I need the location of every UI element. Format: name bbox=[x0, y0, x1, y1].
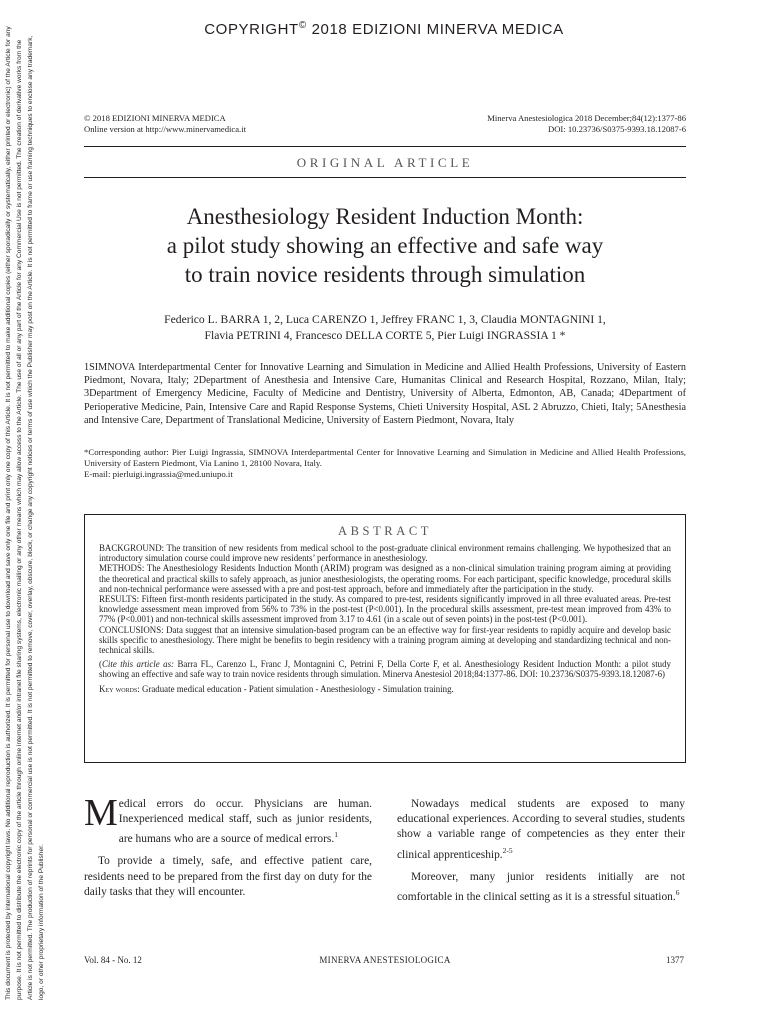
copyright-banner bbox=[0, 20, 768, 38]
header-copyright: © 2018 EDIZIONI MINERVA MEDICA bbox=[84, 113, 226, 123]
article-type-rule bbox=[84, 177, 686, 178]
copyright-publisher: 2018 EDIZIONI MINERVA MEDICA bbox=[311, 21, 564, 38]
body-right-p1-text: Nowadays medical students are exposed to many educational experiences. According to several studies, students show a variable range of competencies as they enter their clinical apprenticeship. bbox=[397, 798, 685, 861]
author-list bbox=[84, 312, 686, 344]
abstract-conclusions: CONCLUSIONS: Data suggest that an intensive simulation-based program can be an effective way for first-year residents to rapidly acquire and develop basic skills specific to anesthesiology. There might be benefits to begin residency with a training program aiming at developing and standardizing technical and non-technical skills. bbox=[99, 624, 671, 656]
footer-page-number: 1377 bbox=[666, 955, 684, 965]
keywords-label: Key words: bbox=[99, 683, 140, 694]
corresponding-author-text: *Corresponding author: Pier Luigi Ingrassia, SIMNOVA Interdepartmental Center for Innovative Learning and Simulation in Medicine and Allied Health Professions, University of Eastern Piedmont, Via Lanino 1, 28100 Novara, Italy. bbox=[84, 447, 686, 468]
header-right bbox=[487, 113, 686, 135]
drop-cap: M bbox=[84, 792, 118, 834]
body-left-paragraph-1 bbox=[84, 792, 372, 847]
body-left-p1-text: edical errors do occur. Physicians are human. Inexperienced medical staff, such as junior residents, are humans who are a source of medical errors. bbox=[118, 798, 372, 846]
abstract-results: RESULTS: Fifteen first-month residents participated in the study. As compared to pre-test, residents significantly improved in all three evaluated areas. Pre-test knowledge assessment mean improved from 56% to 73% in the post-test (P<0.001). In the procedural skills assessment, pre-test mean improved from 43% to 77% (P<0.001) and non-technical skills assessment improved from 3.17 to 4.61 (in a scale out of seven points) in the post-test (P<0.001). bbox=[99, 594, 671, 625]
article-type: ORIGINAL ARTICLE bbox=[296, 155, 474, 170]
corresponding-author bbox=[84, 447, 686, 480]
header-doi: DOI: 10.23736/S0375-9393.18.12087-6 bbox=[548, 124, 686, 134]
body-right-paragraph-2 bbox=[397, 870, 685, 905]
footer-volume: Vol. 84 - No. 12 bbox=[84, 955, 142, 965]
header-left bbox=[84, 113, 246, 135]
cite-text: Barra FL, Carenzo L, Franc J, Montagnini C, Petrini F, Della Corte F, et al. Anesthesiology Resident Induction Month: a pilot study showing an effective and safe way to train novice residents through simulation. Minerva Anestesiol 2018;84:1377-86. DOI: 10.23736/S0375-9393.18.12087-6) bbox=[99, 659, 671, 680]
reference-marker: 6 bbox=[675, 887, 680, 897]
authors-line-2: Flavia PETRINI 4, Francesco DELLA CORTE 5, Pier Luigi INGRASSIA 1 * bbox=[204, 329, 566, 342]
authors-line-1: Federico L. BARRA 1, 2, Luca CARENZO 1, Jeffrey FRANC 1, 3, Claudia MONTAGNINI 1, bbox=[164, 313, 606, 326]
title-line-1: Anesthesiology Resident Induction Month: bbox=[186, 204, 584, 229]
reference-marker: 2-5 bbox=[502, 845, 513, 855]
footer-journal: MINERVA ANESTESIOLOGICA bbox=[319, 955, 451, 965]
cite-label: Cite this article as: bbox=[101, 659, 174, 670]
body-column-right bbox=[397, 797, 685, 912]
abstract-keywords bbox=[99, 684, 671, 694]
keywords-text: Graduate medical education - Patient simulation - Anesthesiology - Simulation training. bbox=[141, 683, 454, 694]
header-rule bbox=[84, 146, 686, 147]
affiliations: 1SIMNOVA Interdepartmental Center for Innovative Learning and Simulation in Medicine and Allied Health Professions, University of Eastern Piedmont, Novara, Italy; 2Department of Anesthesia and Intensive Care, Humanitas Clinical and Research Hospital, Rozzano, Milan, Italy; 3Department of Emergency Medicine, Faculty of Medicine and Dentistry, University of Alberta, Edmonton, AB, Canada; 4Department of Perioperative Medicine, Pain, Intensive Care and Rapid Response Systems, Chieti University Hospital, ASL 2 Abruzzo, Chieti, Italy; 5Anesthesia and Intensive Care, Department of Translational Medicine, University of Eastern Piedmont, Novara, Italy bbox=[84, 362, 686, 426]
body-right-paragraph-1 bbox=[397, 797, 685, 863]
copyright-word: COPYRIGHT bbox=[204, 21, 299, 38]
body-right-p2-text: Moreover, many junior residents initially are not comfortable in the clinical setting as it is a stressful situation. bbox=[397, 870, 685, 903]
title-line-2: a pilot study showing an effective and safe way bbox=[166, 233, 604, 258]
abstract-methods: METHODS: The Anesthesiology Residents Induction Month (ARIM) program was designed as a non-clinical simulation training program aiming at providing the theoretical and practical skills to safely approach, as junior anesthesiologists, the operating rooms. For each participant, specific knowledge, procedural skills and non-technical performance were assessed with a pre and post-test approach, before and immediately after the participation in the study. bbox=[99, 563, 671, 594]
side-copyright-notice: This document is protected by international copyright laws. No additional reproduction is authorized. It is permitted for personal use to download and save only one file and print only one copy of this Article. It is not permitted to make additional copies (either sporadically or systematically, either printed or electronic) of the Article for any purpose. It is not permitted to distribute the electronic copy of the article through online internet and/or intranet file sharing systems, electronic mailing or any other means which may allow access to the Article. The use of all or any part of the Article for any Commercial Use is not permitted. The creation of derivative works from the Article is not permitted. The production of reprints for personal or commercial use is not permitted. It is not permitted to remove, cover, overlay, obscure, block, or change any copyright notices or terms of use which the Publisher may post on the Article. It is not permitted to frame or use framing techniques to enclose any trademark, logo, or other proprietary information of the Publisher. bbox=[5, 26, 45, 1000]
article-title bbox=[84, 202, 686, 289]
body-column-left bbox=[84, 792, 372, 907]
abstract-citation: (Cite this article as: Barra FL, Carenzo L, Franc J, Montagnini C, Petrini F, Della Corte F, et al. Anesthesiology Resident Induction Month: a pilot study showing an effective and safe way to train novice residents through simulation. Minerva Anestesiol 2018;84:1377-86. DOI: 10.23736/S0375-9393.18.12087-6) bbox=[99, 659, 671, 680]
header-online-version: Online version at http://www.minervamedica.it bbox=[84, 124, 246, 134]
abstract-heading: ABSTRACT bbox=[337, 524, 433, 538]
body-left-paragraph-2: To provide a timely, safe, and effective patient care, residents need to be prepared from the first day on duty for the daily tasks that they will encounter. bbox=[84, 855, 372, 898]
header-citation: Minerva Anestesiologica 2018 December;84(12):1377-86 bbox=[487, 113, 686, 123]
copyright-symbol: © bbox=[298, 20, 307, 31]
title-line-3: to train novice residents through simulation bbox=[184, 262, 586, 287]
reference-marker: 1 bbox=[334, 830, 338, 840]
abstract-box bbox=[84, 514, 686, 763]
abstract-background: BACKGROUND: The transition of new residents from medical school to the post-graduate clinical environment remains challenging. We hypothesized that an introductory simulation course could improve new residents’ performance in anesthesiology. bbox=[99, 543, 671, 564]
corresponding-email: E-mail: pierluigi.ingrassia@med.uniupo.it bbox=[84, 469, 233, 479]
